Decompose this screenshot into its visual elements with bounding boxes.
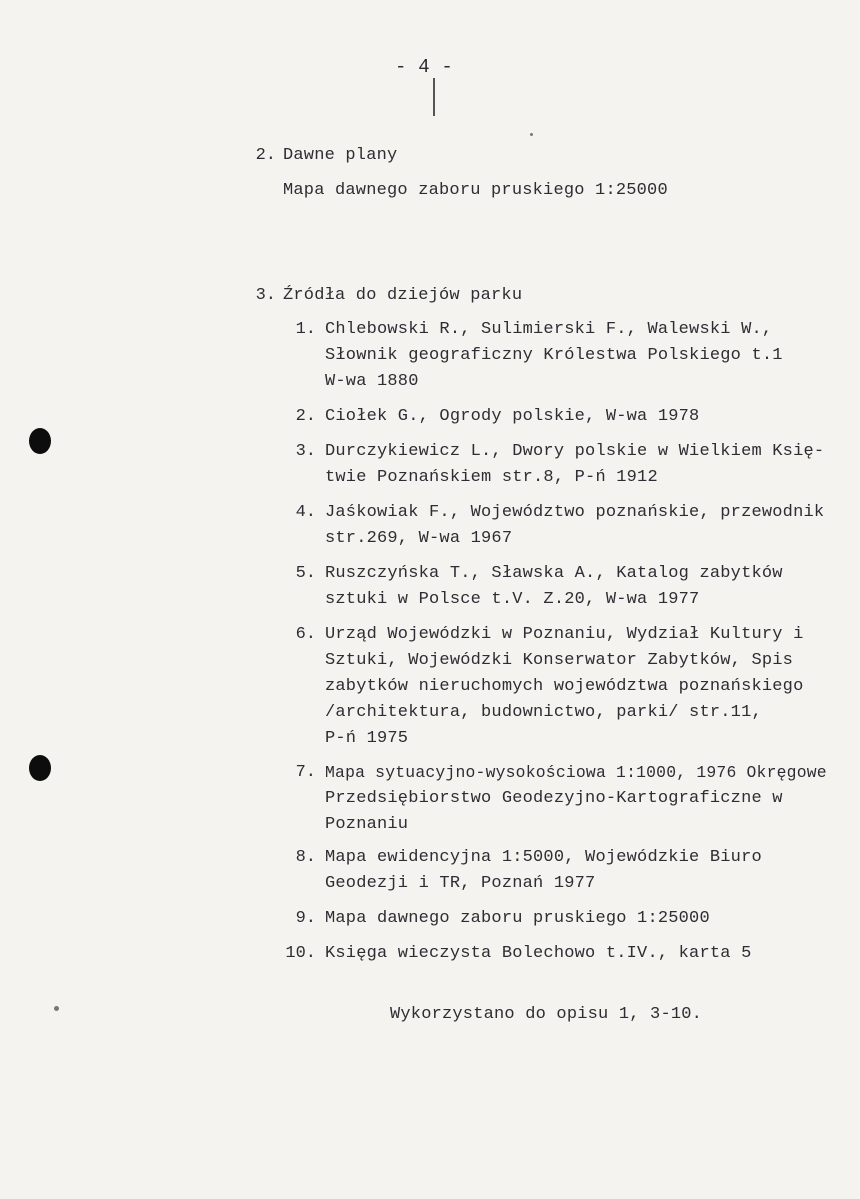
source-number: 9. <box>295 909 316 928</box>
source-number: 2. <box>295 407 316 426</box>
source-line: Słownik geograficzny Królestwa Polskiego t.1 <box>325 346 783 365</box>
source-line: Sztuki, Wojewódzki Konserwator Zabytków, Spis <box>325 651 794 670</box>
source-line: Poznaniu <box>325 815 409 834</box>
source-number: 4. <box>295 503 316 522</box>
pencil-mark <box>433 78 435 116</box>
source-line: Ruszczyńska T., Sławska A., Katalog zabytków <box>325 564 783 583</box>
source-number: 6. <box>295 625 316 644</box>
source-line: Przedsiębiorstwo Geodezyjno-Kartograficzne w <box>325 789 783 808</box>
source-number: 3. <box>295 442 316 461</box>
source-line: Księga wieczysta Bolechowo t.IV., karta 5 <box>325 944 752 963</box>
punch-hole <box>29 428 51 454</box>
source-line: Chlebowski R., Sulimierski F., Walewski W., <box>325 320 773 339</box>
section-number: 2. <box>255 146 276 165</box>
source-line: zabytków nieruchomych województwa poznańskiego <box>325 677 804 696</box>
source-line: Mapa sytuacyjno-wysokościowa 1:1000, 1976 Okręgowe <box>325 763 827 782</box>
source-line: twie Poznańskiem str.8, P-ń 1912 <box>325 468 658 487</box>
page-number: - 4 - <box>395 56 454 78</box>
source-line: Durczykiewicz L., Dwory polskie w Wielkiem Księ- <box>325 442 825 461</box>
source-line: Mapa dawnego zaboru pruskiego 1:25000 <box>325 909 710 928</box>
source-number: 8. <box>295 848 316 867</box>
source-line: sztuki w Polsce t.V. Z.20, W-wa 1977 <box>325 590 700 609</box>
section-heading: Dawne plany <box>283 146 398 165</box>
section-heading: Źródła do dziejów parku <box>283 286 523 305</box>
source-line: Geodezji i TR, Poznań 1977 <box>325 874 596 893</box>
source-number: 10. <box>285 944 316 963</box>
source-number: 1. <box>295 320 316 339</box>
source-line: Ciołek G., Ogrody polskie, W-wa 1978 <box>325 407 700 426</box>
source-line: /architektura, budownictwo, parki/ str.11, <box>325 703 762 722</box>
source-number: 7. <box>295 763 316 782</box>
section-body: Mapa dawnego zaboru pruskiego 1:25000 <box>283 181 668 200</box>
source-line: str.269, W-wa 1967 <box>325 529 513 548</box>
section-number: 3. <box>255 286 276 305</box>
source-line: Mapa ewidencyjna 1:5000, Wojewódzkie Biuro <box>325 848 762 867</box>
punch-hole <box>29 755 51 781</box>
source-line: Jaśkowiak F., Województwo poznańskie, przewodnik <box>325 503 825 522</box>
source-number: 5. <box>295 564 316 583</box>
source-line: P-ń 1975 <box>325 729 409 748</box>
ink-speck <box>54 1006 59 1011</box>
source-line: W-wa 1880 <box>325 372 419 391</box>
source-line: Urząd Wojewódzki w Poznaniu, Wydział Kultury i <box>325 625 804 644</box>
footer-note: Wykorzystano do opisu 1, 3-10. <box>390 1005 703 1024</box>
ink-speck <box>530 133 533 136</box>
